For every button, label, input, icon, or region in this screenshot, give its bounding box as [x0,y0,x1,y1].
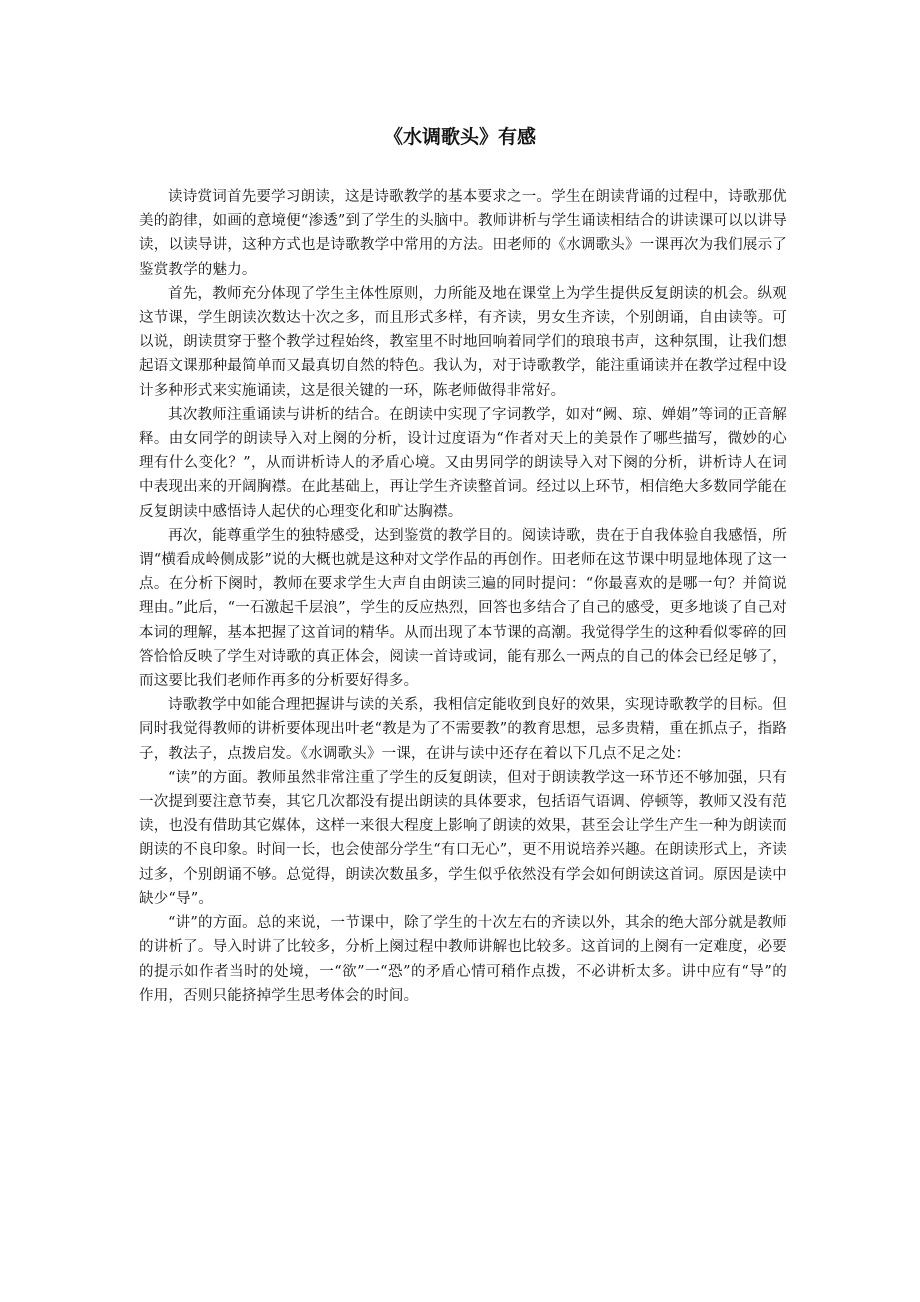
paragraph-intro: 读诗赏词首先要学习朗读，这是诗歌教学的基本要求之一。学生在朗读背诵的过程中，诗歌那优美的韵律，如画的意境便“渗透”到了学生的头脑中。教师讲析与学生诵读相结合的讲读课可以以讲导读，以读导讲，这种方式也是诗歌教学中常用的方法。田老师的《水调歌头》一课再次为我们展示了鉴赏教学的魅力。 [139,189,787,278]
paragraph-lecturing-aspect: “讲”的方面。总的来说，一节课中，除了学生的十次左右的齐读以外，其余的绝大部分就是教师的讲析了。导入时讲了比较多，分析上阕过程中教师讲解也比较多。这首词的上阕有一定难度，必要的提示如作者当时的处境，一“欲”一“恐”的矛盾心情可稍作点拨，不必讲析太多。讲中应有“导”的作用，否则只能挤掉学生思考体会的时间。 [139,915,787,1004]
paragraph-first-point: 首先，教师充分体现了学生主体性原则，力所能及地在课堂上为学生提供反复朗读的机会。纵观这节课，学生朗读次数达十次之多，而且形式多样，有齐读，男女生齐读，个别朗诵，自由读等。可以说，朗读贯穿于整个教学过程始终，教室里不时地回响着同学们的琅琅书声，这种氛围，让我们想起语文课那种最简单而又最真切自然的特色。我认为，对于诗歌教学，能注重诵读并在教学过程中设计多种形式来实施诵读，这是很关键的一环，陈老师做得非常好。 [139,285,787,399]
paragraph-reflection: 诗歌教学中如能合理把握讲与读的关系，我相信定能收到良好的效果，实现诗歌教学的目标。但同时我觉得教师的讲析要体现出叶老“教是为了不需要教”的教育思想，忌多贵精，重在抓点子，指路子，教法子，点拨启发。《水调歌头》一课，在讲与读中还存在着以下几点不足之处： [139,697,787,762]
paragraph-second-point: 其次教师注重诵读与讲析的结合。在朗读中实现了字词教学，如对“阙、琼、婵娟”等词的正音解释。由女同学的朗读导入对上阕的分析，设计过度语为“作者对天上的美景作了哪些描写，微妙的心理有什么变化？”，从而讲析诗人的矛盾心境。又由男同学的朗读导入对下阕的分析，讲析诗人在词中表现出来的开阔胸襟。在此基础上，再让学生齐读整首词。经过以上环节，相信绝大多数同学能在反复朗读中感悟诗人起伏的心理变化和旷达胸襟。 [139,406,787,520]
document-body [139,185,787,1008]
document-title: 《水调歌头》有感 [383,126,536,148]
paragraph-third-point: 再次，能尊重学生的独特感受，达到鉴赏的教学目的。阅读诗歌，贵在于自我体验自我感悟，所谓“横看成岭侧成影”说的大概也就是这种对文学作品的再创作。田老师在这节课中明显地体现了这一点。在分析下阕时，教师在要求学生大声自由朗读三遍的同时提问：“你最喜欢的是哪一句？并简说理由。”此后，“一石激起千层浪”，学生的反应热烈，回答也多结合了自己的感受，更多地谈了自己对本词的理解，基本把握了这首词的精华。从而出现了本节课的高潮。我觉得学生的这种看似零碎的回答恰恰反映了学生对诗歌的真正体会，阅读一首诗或词，能有那么一两点的自己的体会已经足够了，而这要比我们老师作再多的分析要好得多。 [139,527,787,690]
paragraph-reading-aspect: “读”的方面。教师虽然非常注重了学生的反复朗读，但对于朗读教学这一环节还不够加强，只有一次提到要注意节奏，其它几次都没有提出朗读的具体要求，包括语气语调、停顿等，教师又没有范读，也没有借助其它媒体，这样一来很大程度上影响了朗读的效果，甚至会让学生产生一种为朗读而朗读的不良印象。时间一长，也会使部分学生“有口无心”，更不用说培养兴趣。在朗读形式上，齐读过多，个别朗诵不够。总觉得，朗读次数虽多，学生似乎依然没有学会如何朗读这首词。原因是读中缺少“导”。 [139,769,787,907]
